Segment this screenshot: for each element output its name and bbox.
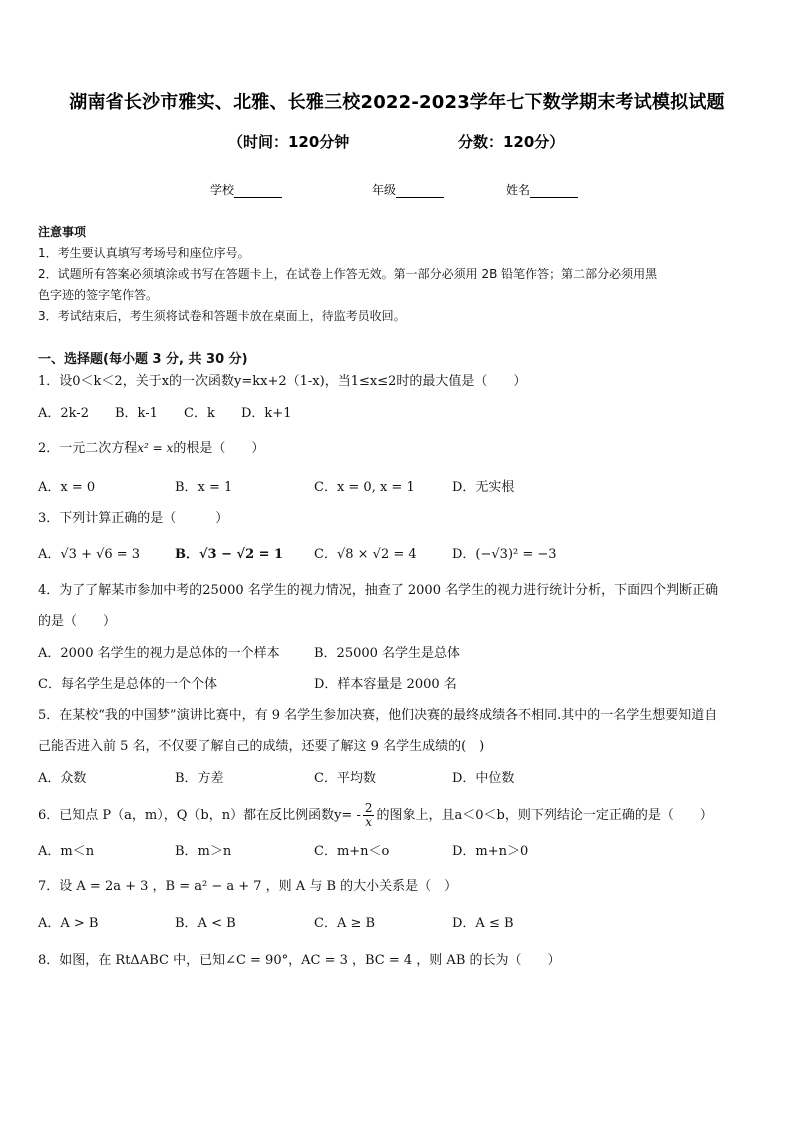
fraction-numerator: 2 xyxy=(364,801,373,815)
option-a[interactable]: A．x = 0 xyxy=(38,480,96,495)
notes-heading: 注意事项 xyxy=(38,225,87,239)
grade-label: 年级 xyxy=(372,183,397,197)
exam-title: 湖南省长沙市雅实、北雅、长雅三校2022-2023学年七下数学期末考试模拟试题 xyxy=(69,92,725,113)
note-item: 2．试题所有答案必须填涂或书写在答题卡上，在试卷上作答无效。第一部分必须用 2B 铅笔作答；第二部分必须用黑 xyxy=(38,267,658,281)
option-c[interactable]: C．平均数 xyxy=(314,771,376,786)
note-item: 1．考生要认真填写考场号和座位序号。 xyxy=(38,246,250,260)
option-a[interactable]: A．2k-2 xyxy=(38,406,89,421)
question-5-line2: 己能否进入前 5 名，不仅要了解自己的成绩，还要了解这 9 名学生成绩的( ) xyxy=(38,739,485,754)
name-field xyxy=(506,181,578,198)
option-d[interactable]: D．(−√3)² = −3 xyxy=(452,547,557,562)
fraction xyxy=(363,802,375,829)
option-c[interactable]: C．每名学生是总体的一个个体 xyxy=(38,677,217,692)
option-c[interactable]: C．A ≥ B xyxy=(314,916,376,931)
time-label: （时间：120分钟 xyxy=(228,133,350,151)
notes-block xyxy=(38,222,758,327)
note-item: 色字迹的签字笔作答。 xyxy=(38,288,159,302)
question-2-pre: 2．一元二次方程 xyxy=(38,441,138,456)
note-item: 3．考试结束后，考生须将试卷和答题卡放在桌面上，待监考员收回。 xyxy=(38,309,406,323)
option-b[interactable]: B．√3 − √2 = 1 xyxy=(175,547,284,562)
school-label: 学校 xyxy=(210,183,235,197)
option-a[interactable]: A．众数 xyxy=(38,771,87,786)
question-2-post: 的根是（ ） xyxy=(173,441,265,456)
name-blank[interactable] xyxy=(530,185,578,198)
section-heading: 一、选择题(每小题 3 分, 共 30 分) xyxy=(38,352,248,367)
option-c[interactable]: C．x = 0, x = 1 xyxy=(314,480,415,495)
option-a[interactable]: A．2000 名学生的视力是总体的一个样本 xyxy=(38,646,280,661)
question-4-line1: 4．为了了解某市参加中考的25000 名学生的视力情况，抽查了 2000 名学生的视力进行统计分析，下面四个判断正确 xyxy=(38,583,719,598)
option-b[interactable]: B．x = 1 xyxy=(175,480,233,495)
option-a[interactable]: A．m＜n xyxy=(38,844,95,859)
option-a[interactable]: A．√3 + √6 = 3 xyxy=(38,547,141,562)
option-b[interactable]: B．m＞n xyxy=(175,844,232,859)
option-b[interactable]: B．25000 名学生是总体 xyxy=(314,646,461,661)
option-b[interactable]: B．A < B xyxy=(175,916,236,931)
name-label: 姓名 xyxy=(506,183,531,197)
option-c[interactable]: C．√8 × √2 = 4 xyxy=(314,547,417,562)
school-field xyxy=(210,181,282,198)
question-3: 3．下列计算正确的是（ ） xyxy=(38,511,229,526)
grade-field xyxy=(372,181,444,198)
option-c[interactable]: C．k xyxy=(184,406,215,421)
question-2-equation: x² = x xyxy=(137,441,174,455)
grade-blank[interactable] xyxy=(396,185,444,198)
option-d[interactable]: D．中位数 xyxy=(452,771,515,786)
score-label: 分数：120分） xyxy=(458,133,565,151)
question-1: 1．设0＜k＜2，关于x的一次函数y=kx+2（1-x)，当1≤x≤2时的最大值是（ ） xyxy=(38,374,527,389)
question-4-line2: 的是（ ） xyxy=(38,614,117,629)
option-d[interactable]: D．无实根 xyxy=(452,480,515,495)
question-2 xyxy=(38,437,758,460)
school-blank[interactable] xyxy=(234,185,282,198)
question-5-line1: 5．在某校“我的中国梦”演讲比赛中，有 9 名学生参加决赛，他们决赛的最终成绩各不相同.其中的一名学生想要知道自 xyxy=(38,708,718,723)
option-a[interactable]: A．A > B xyxy=(38,916,99,931)
question-4 xyxy=(38,580,758,633)
option-d[interactable]: D．样本容量是 2000 名 xyxy=(314,677,457,692)
question-7: 7．设 A = 2a + 3 ，B = a² − a + 7 ，则 A 与 B 的大小关系是（ ） xyxy=(38,879,458,894)
question-6-pre: 6．已知点 P（a，m），Q（b，n）都在反比例函数y= - xyxy=(38,808,361,823)
option-d[interactable]: D．A ≤ B xyxy=(452,916,514,931)
option-c[interactable]: C．m+n＜o xyxy=(314,844,390,859)
question-8: 8．如图，在 RtΔABC 中，已知∠C = 90°，AC = 3 ，BC = 4 ，则 AB 的长为（ ） xyxy=(38,953,561,968)
question-6-post: 的图象上，且a＜0＜b，则下列结论一定正确的是（ ） xyxy=(376,808,713,823)
option-d[interactable]: D．k+1 xyxy=(241,406,292,421)
option-d[interactable]: D．m+n＞0 xyxy=(452,844,529,859)
fraction-denominator: x xyxy=(365,815,373,829)
option-b[interactable]: B．方差 xyxy=(175,771,224,786)
option-b[interactable]: B．k-1 xyxy=(115,406,158,421)
question-6 xyxy=(38,802,758,829)
question-5 xyxy=(38,705,758,758)
